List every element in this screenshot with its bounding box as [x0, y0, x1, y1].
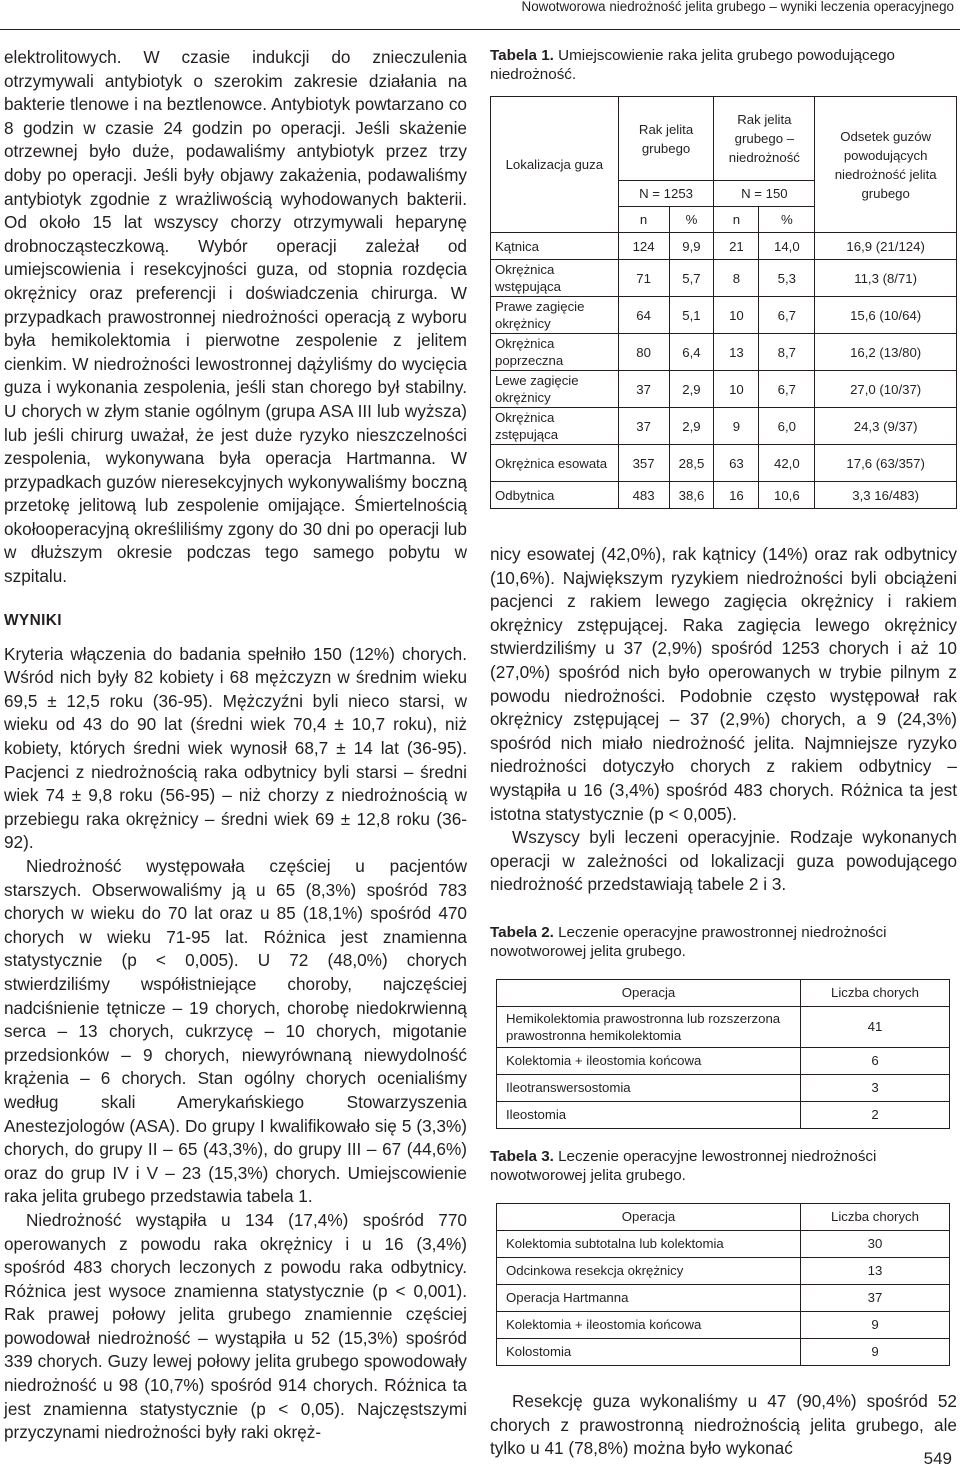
table2-operation: Ileotranswersostomia	[497, 1074, 801, 1101]
table1-cell: 357	[618, 445, 669, 482]
table1	[490, 96, 957, 509]
table1-cell: 21	[714, 233, 759, 260]
table2-head-operation: Operacja	[497, 979, 801, 1006]
table1-location: Okrężnica zstępująca	[491, 408, 619, 445]
table1-cell: 5,7	[669, 260, 714, 297]
table-row	[497, 1311, 950, 1338]
table1-cell: 11,3 (8/71)	[815, 260, 957, 297]
table1-cell: 3,3 16/483)	[815, 482, 957, 509]
table3-count: 30	[801, 1230, 950, 1257]
table1-cell: 14,0	[759, 233, 815, 260]
table1-cell: 64	[618, 297, 669, 334]
table1-label: Tabela 1.	[490, 47, 554, 64]
table1-cell: 483	[618, 482, 669, 509]
table2-operation: Hemikolektomia prawostronna lub rozszerzona prawostronna hemikolektomia	[497, 1006, 801, 1047]
table1-cell: 28,5	[669, 445, 714, 482]
table2-count: 3	[801, 1074, 950, 1101]
body-paragraph-results-3: Niedrożność wystąpiła u 134 (17,4%) spośród 770 operowanych z powodu raka okrężnicy i u 16 (3,4%) spośród 483 chorych leczonych z powodu raka odbytnicy. Różnica jest wysoce znamienna statystycznie (p < 0,001). Rak prawej połowy jelita grubego znamiennie częściej powodował niedrożność – wystąpiła u 52 (15,3%) spośród 339 chorych. Guzy lewej połowy jelita grubego spowodowały niedrożność u 98 (10,7%) spośród 914 chorych. Różnica ta jest znamienna statystycznie (p < 0,05). Najczęstszymi przyczynami niedrożności były raki okręż-	[4, 1209, 467, 1443]
table2-head-count: Liczba chorych	[801, 979, 950, 1006]
table3-operation: Kolektomia + ileostomia końcowa	[497, 1311, 801, 1338]
table1-head-n1: N = 1253	[618, 181, 714, 207]
table1-cell: 9	[714, 408, 759, 445]
table1-cell: 8,7	[759, 334, 815, 371]
table3-count: 37	[801, 1284, 950, 1311]
table2-operation: Kolektomia + ileostomia końcowa	[497, 1047, 801, 1074]
table1-cell: 37	[618, 371, 669, 408]
table1-cell: 8	[714, 260, 759, 297]
table2-caption-text: Leczenie operacyjne prawostronnej niedrożności nowotworowej jelita grubego.	[490, 923, 887, 960]
table1-location: Odbytnica	[491, 482, 619, 509]
table-row	[491, 334, 957, 371]
table2-count: 2	[801, 1101, 950, 1128]
table1-location: Okrężnica poprzeczna	[491, 334, 619, 371]
table1-cell: 10,6	[759, 482, 815, 509]
table1-sub-pct: %	[759, 207, 815, 233]
table-row	[497, 1047, 950, 1074]
table3-operation: Operacja Hartmanna	[497, 1284, 801, 1311]
table3-count: 9	[801, 1338, 950, 1365]
table1-cell: 6,7	[759, 371, 815, 408]
table1-location: Prawe zagięcie okrężnicy	[491, 297, 619, 334]
body-paragraph-right-3: Resekcję guza wykonaliśmy u 47 (90,4%) spośród 52 chorych z prawostronną niedrożnością jelita grubego, ale tylko u 41 (78,8%) można było wykonać	[490, 1390, 957, 1459]
table1-cell: 37	[618, 408, 669, 445]
table1-cell: 6,7	[759, 297, 815, 334]
table1-cell: 24,3 (9/37)	[815, 408, 957, 445]
table1-cell: 80	[618, 334, 669, 371]
table1-location: Lewe zagięcie okrężnicy	[491, 371, 619, 408]
table-row	[497, 1006, 950, 1047]
table1-cell: 16,9 (21/124)	[815, 233, 957, 260]
table-row	[491, 482, 957, 509]
table1-cell: 5,1	[669, 297, 714, 334]
table1-head-location: Lokalizacja guza	[491, 97, 619, 233]
table1-cell: 63	[714, 445, 759, 482]
body-paragraph-right-1: nicy esowatej (42,0%), rak kątnicy (14%) oraz rak odbytnicy (10,6%). Największym ryzykiem niedrożności byli obciążeni pacjenci z rakiem lewego zagięcia okrężnicy i rakiem okrężnicy zstępującej. Raka zagięcia lewego okrężnicy stwierdziliśmy u 37 (2,9%) spośród 1253 chorych i aż 10 (27,0%) spośród nich było operowanych w trybie pilnym z powodu niedrożności. Podobnie często występował rak okrężnicy zstępującej – 37 (2,9%) chorych, a 9 (24,3%) spośród nich miało niedrożność jelita. Najmniejsze ryzyko niedrożności dotyczyło chorych z rakiem odbytnicy – wystąpiła u 16 (3,4%) spośród 483 chorych. Różnica ta jest istotna statystycznie (p < 0,005).	[490, 544, 957, 824]
header-rule	[0, 29, 960, 30]
table1-caption	[490, 46, 957, 84]
table-row	[497, 1230, 950, 1257]
table1-location: Okrężnica wstępująca	[491, 260, 619, 297]
table-row	[491, 297, 957, 334]
table-row	[497, 1101, 950, 1128]
table1-head-n2: N = 150	[714, 181, 815, 207]
table1-cell: 2,9	[669, 371, 714, 408]
table2-label: Tabela 2.	[490, 923, 554, 941]
table1-cell: 27,0 (10/37)	[815, 371, 957, 408]
table3-operation: Odcinkowa resekcja okrężnicy	[497, 1257, 801, 1284]
page-number: 549	[923, 1449, 952, 1468]
table1-cell: 9,9	[669, 233, 714, 260]
table3-count: 13	[801, 1257, 950, 1284]
table1-sub-n: n	[714, 207, 759, 233]
table1-cell: 15,6 (10/64)	[815, 297, 957, 334]
left-column	[4, 46, 467, 1445]
table1-cell: 10	[714, 371, 759, 408]
table3-operation: Kolostomia	[497, 1338, 801, 1365]
table1-cell: 10	[714, 297, 759, 334]
body-paragraph-results-2: Niedrożność występowała częściej u pacjentów starszych. Obserwowaliśmy ją u 65 (8,3%) spośród 783 chorych w wieku do 70 lat oraz u 85 (18,1%) spośród 470 chorych w wieku 71-95 lat. Różnica jest znamienna statystycznie (p < 0,005). U 72 (48,0%) chorych stwierdziliśmy współistniejące choroby, najczęściej nadciśnienie tętnicze – 19 chorych, chorobę niedokrwienną serca – 13 chorych, cukrzycę – 10 chorych, migotanie przedsionków – 9 chorych, niewyrównaną niewydolność krążenia – 6 chorych. Stan ogólny chorych ocenialiśmy według skali Amerykańskiego Stowarzyszenia Anestezjologów (ASA). Do grupy I kwalifikowało się 5 (3,3%) chorych, do grupy II – 65 (43,3%), do grupy III – 67 (44,6%) oraz do grup IV i V – 23 (15,3%) chorych. Umiejscowienie raka jelita grubego przedstawia tabela 1.	[4, 856, 467, 1207]
table3-caption	[490, 1147, 957, 1185]
table1-head-group1: Rak jelita grubego	[618, 97, 714, 181]
right-column	[490, 46, 957, 1461]
table3-count: 9	[801, 1311, 950, 1338]
table3-label: Tabela 3.	[490, 1147, 554, 1165]
table1-sub-pct: %	[669, 207, 714, 233]
table1-cell: 13	[714, 334, 759, 371]
table3-head-operation: Operacja	[497, 1203, 801, 1230]
table1-cell: 16	[714, 482, 759, 509]
running-head: Nowotworowa niedrożność jelita grubego – wyniki leczenia operacyjnego	[521, 0, 954, 14]
table-row	[497, 1284, 950, 1311]
table1-cell: 38,6	[669, 482, 714, 509]
table1-cell: 42,0	[759, 445, 815, 482]
table-row	[497, 1338, 950, 1365]
table1-cell: 5,3	[759, 260, 815, 297]
table-row	[491, 371, 957, 408]
section-heading-wyniki: WYNIKI	[4, 611, 62, 629]
body-paragraph-results-1: Kryteria włączenia do badania spełniło 150 (12%) chorych. Wśród nich były 82 kobiety i 68 mężczyzn w średnim wieku 69,5 ± 12,5 roku (36-95). Mężczyźni byli nieco starsi, w wieku od 43 do 90 lat (średni wiek 70,4 ± 10,7 roku), niż kobiety, których średni wiek wynosił 68,7 ± 14 lat (36-95). Pacjenci z niedrożnością raka odbytnicy byli starsi – średni wiek 74 ± 9,8 roku (56-95) – niż chorzy z niedrożnością w przebiegu raka okrężnicy – średni wiek 69 ± 12,8 roku (36-92).	[4, 643, 467, 853]
table1-cell: 16,2 (13/80)	[815, 334, 957, 371]
table1-head-percent: Odsetek guzów powodujących niedrożność jelita grubego	[815, 97, 957, 233]
table-row	[491, 408, 957, 445]
table1-cell: 2,9	[669, 408, 714, 445]
table2-caption	[490, 923, 957, 961]
body-paragraph-right-2: Wszyscy byli leczeni operacyjnie. Rodzaje wykonanych operacji w zależności od lokalizacji guza powodującego niedrożność przedstawiają tabele 2 i 3.	[490, 827, 957, 895]
table1-caption-text: Umiejscowienie raka jelita grubego powodującego niedrożność.	[490, 47, 895, 83]
table2	[496, 979, 950, 1129]
table2-count: 6	[801, 1047, 950, 1074]
table2-count: 41	[801, 1006, 950, 1047]
table-row	[497, 1257, 950, 1284]
table1-cell: 17,6 (63/357)	[815, 445, 957, 482]
table3-operation: Kolektomia subtotalna lub kolektomia	[497, 1230, 801, 1257]
table-row	[491, 445, 957, 482]
table-row	[491, 233, 957, 260]
table3	[496, 1203, 950, 1366]
table2-operation: Ileostomia	[497, 1101, 801, 1128]
table1-sub-n: n	[618, 207, 669, 233]
table1-location: Okrężnica esowata	[491, 445, 619, 482]
table-row	[497, 1074, 950, 1101]
table3-caption-text: Leczenie operacyjne lewostronnej niedrożności nowotworowej jelita grubego.	[490, 1147, 877, 1184]
body-paragraph-methods: elektrolitowych. W czasie indukcji do znieczulenia otrzymywali antybiotyk o szerokim zakresie działania na bakterie tlenowe i na beztlenowce. Antybiotyk powtarzano co 8 godzin w czasie 24 godzin po operacji. Jeśli skażenie otrzewnej było duże, podawaliśmy antybiotyk przez trzy doby po operacji. Jeśli były objawy zakażenia, podawaliśmy antybiotyk zgodnie z wrażliwością wyhodowanych bakterii. Od około 15 lat wszyscy chorzy otrzymywali heparynę drobnocząsteczkową. Wybór operacji zależał od umiejscowienia i resekcyjności guza, od stopnia rozdęcia okrężnicy oraz preferencji i doświadczenia chirurga. W przypadkach prawostronnej niedrożności operacją z wyboru była hemikolektomia i pierwotne zespolenie z jelitem cienkim. W niedrożności lewostronnej dążyliśmy do wycięcia guza i wykonania zespolenia, jeśli stan chorego był stabilny. U chorych w złym stanie ogólnym (grupa ASA III lub wyższa) lub jeśli chirurg uważał, że jest duże ryzyko nieszczelności zespolenia, wykonywana była operacja Hartmanna. W przypadkach guzów nieresekcyjnych wykonywaliśmy boczną przetokę jelitową lub zespolenie omijające. Śmiertelnością okołooperacyjną określiliśmy zgony do 30 dni po operacji lub w dłuższym okresie podczas tego samego pobytu w szpitalu.	[4, 47, 467, 587]
table1-cell: 6,4	[669, 334, 714, 371]
table1-cell: 124	[618, 233, 669, 260]
table3-head-count: Liczba chorych	[801, 1203, 950, 1230]
table1-head-group2: Rak jelita grubego – niedrożność	[714, 97, 815, 181]
table1-cell: 6,0	[759, 408, 815, 445]
table1-cell: 71	[618, 260, 669, 297]
table1-location: Kątnica	[491, 233, 619, 260]
table-row	[491, 260, 957, 297]
